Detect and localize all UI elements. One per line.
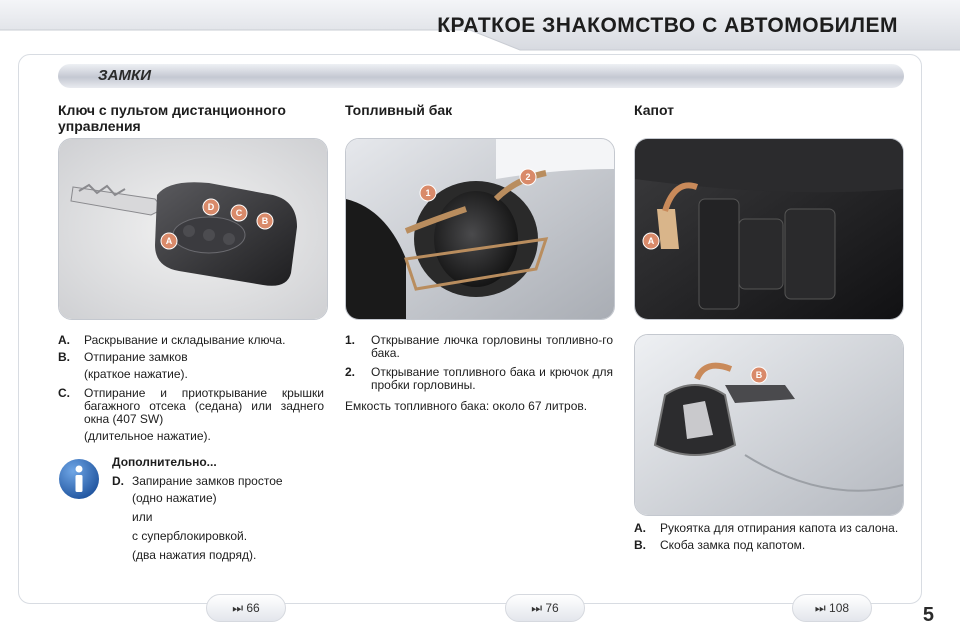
info-title: Дополнительно... — [112, 455, 217, 469]
svg-text:2: 2 — [525, 172, 531, 182]
page-ref-link[interactable]: ⏭ 108 — [792, 594, 872, 622]
page-ref-link[interactable]: ⏭ 76 — [505, 594, 585, 622]
hood-latch-photo — [634, 334, 904, 516]
list-item: B. Отпирание замков — [58, 350, 188, 364]
list-item: C. Отпирание и приоткрывание крышки багажного отсека (седана) или заднего окна (407 SW) — [58, 386, 324, 426]
fuel-list — [345, 334, 613, 413]
hood-heading: Капот — [634, 102, 675, 118]
fuel-heading: Топливный бак — [345, 102, 453, 118]
key-list — [58, 334, 324, 449]
fuel-capacity: Емкость топливного бака: около 67 литров. — [345, 399, 588, 413]
callout-hood-b — [751, 367, 767, 383]
hood-list — [634, 522, 902, 556]
list-item-note: (длительное нажатие). — [84, 429, 211, 443]
list-item: D. Запирание замков простое — [112, 474, 283, 488]
info-line: (одно нажатие) — [132, 491, 217, 505]
list-item: 1. Открывание лючка горловины топливно-го бака. — [345, 333, 613, 360]
svg-text:C: C — [235, 208, 243, 218]
key-heading — [58, 102, 318, 134]
callout-hood-a — [643, 233, 659, 249]
callout-key-b — [257, 213, 273, 229]
callout-key-d — [203, 199, 219, 215]
callout-fuel-2 — [520, 169, 536, 185]
list-item: B. Скоба замка под капотом. — [634, 538, 806, 552]
callout-key-a — [161, 233, 177, 249]
section-title: ЗАМКИ — [98, 67, 151, 84]
page-number: 5 — [922, 604, 934, 626]
page-ref-link[interactable]: ⏭ 66 — [206, 594, 286, 622]
info-line: с суперблокировкой. — [132, 529, 248, 543]
callout-fuel-1 — [420, 185, 436, 201]
list-item: A. Рукоятка для отпирания капота из салона. — [634, 521, 899, 535]
key-heading-line1: Ключ с пультом дистанционного — [58, 102, 286, 118]
key-photo — [58, 138, 328, 320]
svg-text:A: A — [165, 236, 173, 246]
hood-release-photo — [634, 138, 904, 320]
page-title: КРАТКОЕ ЗНАКОМСТВО С АВТОМОБИЛЕМ — [437, 14, 898, 37]
key-fob — [155, 182, 297, 286]
list-item: A. Раскрывание и складывание ключа. — [58, 333, 286, 347]
info-line: (два нажатия подряд). — [132, 548, 257, 562]
info-box — [112, 456, 312, 568]
svg-text:A: A — [647, 236, 655, 246]
list-item: 2. Открывание топливного бака и крючок для пробки горловины. — [345, 365, 613, 392]
svg-text:D: D — [207, 202, 215, 212]
key-heading-line2: управления — [58, 118, 141, 134]
list-item-note: (краткое нажатие). — [84, 367, 188, 381]
info-line: или — [132, 510, 153, 524]
section-bar — [58, 64, 904, 88]
svg-text:B: B — [261, 216, 269, 226]
info-icon — [58, 458, 100, 500]
svg-text:1: 1 — [425, 188, 431, 198]
svg-text:B: B — [755, 370, 763, 380]
callout-key-c — [231, 205, 247, 221]
fuel-photo — [345, 138, 615, 320]
